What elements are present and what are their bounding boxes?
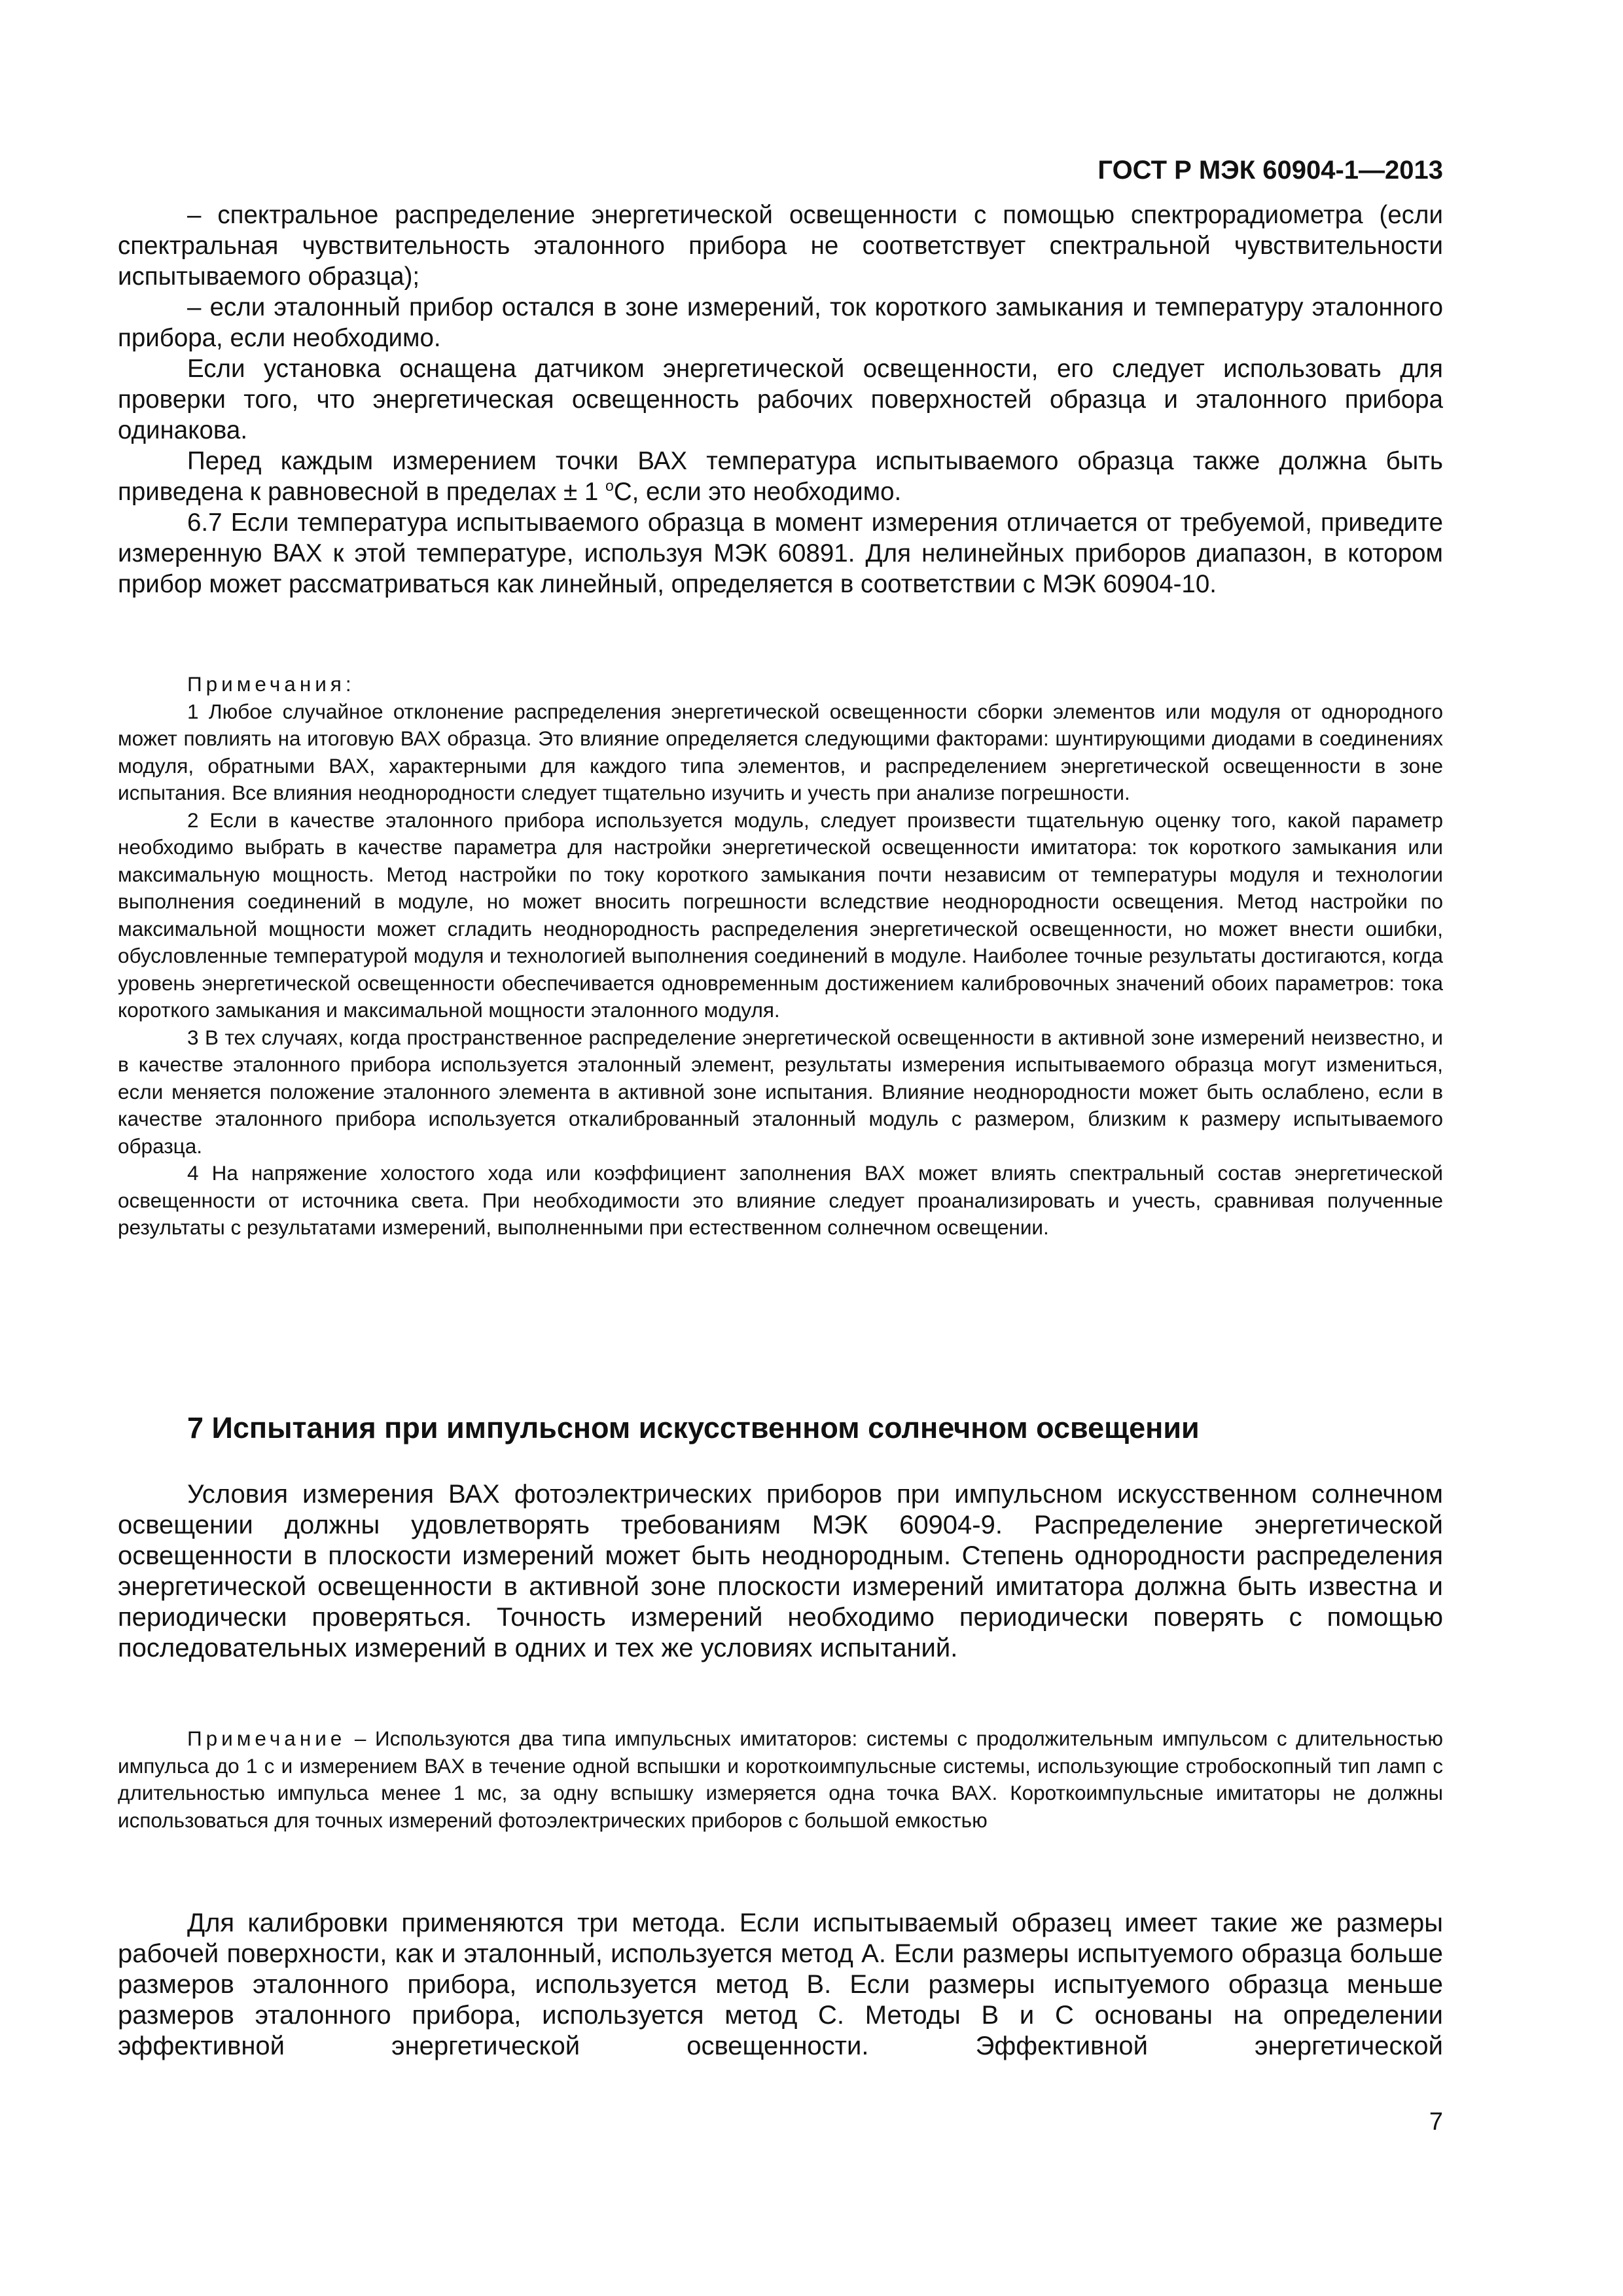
paragraph-clause-6-7: 6.7 Если температура испытываемого образца в момент измерения отличается от требуемой, приведите измеренную ВАХ к этой температуре, используя МЭК 60891. Для нелинейных приборов диапазон, в котором прибор может рассматриваться как линейный, определяется в соответствии с МЭК 60904-10. [118,509,1443,598]
note-1: 1 Любое случайное отклонение распределения энергетической освещенности сборки элементов или модуля от однородного может повлиять на итоговую ВАХ образца. Это влияние определяется следующими факторами: шунтирующими диодами в соединениях модуля, обратными ВАХ, характерными для каждого типа элементов, и распределением энергетической освещенности в зоне испытания. Все влияния неоднородности следует тщательно изучить и учесть при анализе погрешности. [118,699,1443,804]
paragraph-calibration-methods: Для калибровки применяются три метода. Если испытываемый образец имеет такие же размеры рабочей поверхности, как и эталонный, используется метод А. Если размеры испытуемого образца больше размеров эталонного прибора, используется метод В. Если размеры испытуемого образца меньше размеров эталонного прибора, используется метод С. Методы В и С основаны на определении эффективной энергетической освещенности. Эффективной энергетической [118,1909,1443,2060]
section-7-note [118,1725,1443,1834]
paragraph-temperature-equilibrium [118,446,1443,507]
section-7-heading: 7 Испытания при импульсном искусственном солнечном освещении [187,1411,1200,1444]
note-4: 4 На напряжение холостого хода или коэффициент заполнения ВАХ может влиять спектральный состав энергетической освещенности от источника света. При необходимости это влияние следует проанализировать и учесть, сравнивая полученные результаты с результатами измерений, выполненными при естественном солнечном освещении. [118,1161,1443,1239]
temperature-text-after: С, если это необходимо. [613,478,902,506]
note-pulsed-simulators [118,1725,1443,1834]
notes-block [118,671,1443,1242]
note-label: Примечание [187,1727,346,1750]
note-2: 2 Если в качестве эталонного прибора используется модуль, следует произвести тщательную оценку того, какой параметр необходимо выбрать в качестве параметра для настройки энергетической освещенности имитатора: ток короткого замыкания или максимальную мощность. Метод настройки по току короткого замыкания почти независим от температуры модуля и технологии выполнения соединений в модуле, но может вносить погрешности вследствие неоднородности освещения. Метод настройки по максимальной мощности может сгладить неоднородность распределения энергетической освещенности, но может внести ошибки, обусловленные температурой модуля и технологией выполнения соединений в модуле. Наиболее точные результаты достигаются, когда уровень энергетической освещенности обеспечивается одновременным достижением калибровочных значений обоих параметров: тока короткого замыкания и максимальной мощности эталонного модуля. [118,808,1443,1022]
section-7-body-continued [118,1908,1443,2062]
standard-header: ГОСТ Р МЭК 60904-1—2013 [1097,156,1443,185]
temperature-text-before: Перед каждым измерением точки ВАХ температура испытываемого образца также должна быть приведена к равновесной в пределах ± 1 [118,447,1443,506]
note-3: 3 В тех случаях, когда пространственное распределение энергетической освещенности в активной зоне измерений неизвестно, и в качестве эталонного прибора используется эталонный элемент, результаты измерения испытываемого образца могут измениться, если меняется положение эталонного элемента в активной зоне испытания. Влияние неоднородности может быть ослаблено, если в качестве эталонного прибора используется откалиброванный эталонный модуль с размером, близким к размеру испытываемого образца. [118,1025,1443,1158]
note-text: – Используются два типа импульсных имитаторов: системы с продолжительным импульсом с длительностью импульса до 1 с и измерением ВАХ в течение одной вспышки и короткоимпульсные системы, использующие стробоскопный тип ламп с длительностью импульса менее 1 мс, за одну вспышку измеряется одна точка ВАХ. Короткоимпульсные имитаторы не должны использоваться для точных измерений фотоэлектрических приборов с большой емкостью [118,1727,1443,1832]
degree-superscript: o [605,477,614,495]
notes-title: Примечания: [187,672,355,696]
paragraph-reference-device: – если эталонный прибор остался в зоне измерений, ток короткого замыкания и температуру эталонного прибора, если необходимо. [118,293,1443,352]
page-number: 7 [1429,2108,1443,2136]
main-text [118,200,1443,600]
paragraph-pulsed-conditions: Условия измерения ВАХ фотоэлектрических приборов при импульсном искусственном солнечном освещении должны удовлетворять требованиям МЭК 60904-9. Распределение энергетической освещенности в плоскости измерений может быть неоднородным. Степень однородности распределения энергетической освещенности в активной зоне плоскости измерений имитатора должна быть известна и периодически проверяться. Точность измерений необходимо периодически поверять с помощью последовательных измерений в одних и тех же условиях испытаний. [118,1480,1443,1662]
paragraph-spectral-distribution: – спектральное распределение энергетической освещенности с помощью спектрорадиометра (если спектральная чувствительность эталонного прибора не соответствует спектральной чувствительности испытываемого образца); [118,201,1443,291]
paragraph-irradiance-sensor: Если установка оснащена датчиком энергетической освещенности, его следует использовать для проверки того, что энергетическая освещенность рабочих поверхностей образца и эталонного прибора одинакова. [118,355,1443,444]
section-7-body [118,1479,1443,1664]
